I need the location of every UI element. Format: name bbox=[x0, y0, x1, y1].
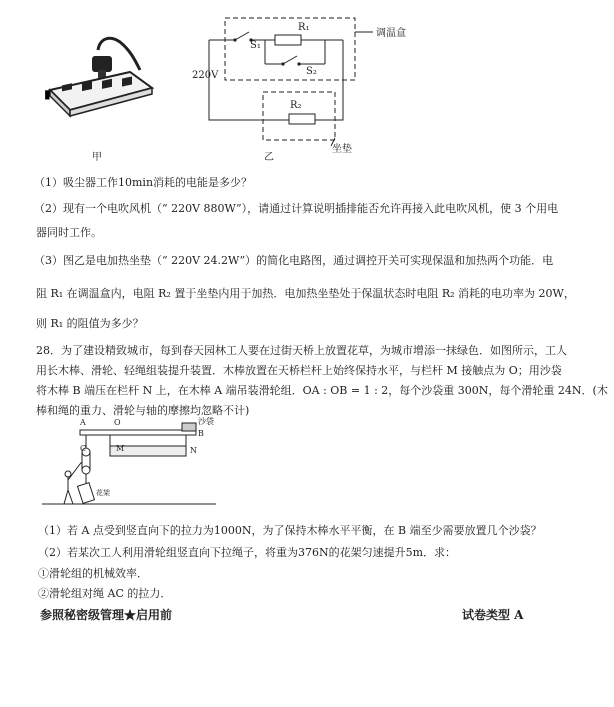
label-flower: 花架 bbox=[96, 489, 110, 497]
footer-right: 试卷类型 A bbox=[462, 608, 524, 622]
q28-line2: 用长木棒、滑轮、轻绳组装提升装置．木棒放置在天桥栏杆上始终保持水平，与栏杆 M 接触点为 O；用沙袋 bbox=[36, 364, 562, 377]
label-s2: S₂ bbox=[306, 66, 317, 77]
q28-sub1: （1）若 A 点受到竖直向下的拉力为1000N，为了保持木棒水平平衡，在 B 端至少需要放置几个沙袋？ bbox=[38, 524, 542, 537]
label-r1: R₁ bbox=[298, 22, 310, 33]
question-2-line1: （2）现有一个电吹风机（“ 220V 880W”），请通过计算说明插排能否允许再接入此电吹风机，使 3 个用电 bbox=[34, 202, 559, 215]
figure-yi-circuit bbox=[185, 10, 445, 160]
label-s1: S₁ bbox=[250, 40, 261, 51]
q28-line3: 将木棒 B 端压在栏杆 N 上，在木棒 A 端吊装滑轮组．OA : OB = 1 : 2，每个沙袋重 300N，每个滑轮重 24N．(木 bbox=[36, 384, 608, 397]
label-box: 调温盒 bbox=[376, 28, 406, 39]
question-3-line1: （3）图乙是电加热坐垫（“ 220V 24.2W”）的简化电路图，通过调控开关可实现保温和加热两个功能．电 bbox=[34, 254, 554, 267]
figure-lever-pulley bbox=[40, 418, 220, 518]
label-voltage: 220V bbox=[192, 70, 219, 81]
figure-jia-power-strip bbox=[40, 30, 160, 140]
q28-line4: 棒和绳的重力、滑轮与轴的摩擦均忽略不计) bbox=[36, 404, 250, 417]
label-o: O bbox=[114, 418, 121, 427]
footer-left: 参照秘密级管理★启用前 bbox=[40, 608, 173, 622]
label-seat: 坐垫 bbox=[332, 144, 352, 155]
label-n: N bbox=[190, 446, 197, 455]
label-sand: 沙袋 bbox=[198, 417, 214, 426]
question-1: （1）吸尘器工作10min消耗的电能是多少？ bbox=[34, 176, 253, 189]
svg-text:▮: ▮ bbox=[44, 87, 51, 101]
label-r2: R₂ bbox=[290, 100, 302, 111]
q28-sub2b: ②滑轮组对绳 AC 的拉力． bbox=[38, 587, 172, 600]
question-2-line2: 器同时工作。 bbox=[36, 226, 102, 239]
label-b: B bbox=[198, 429, 204, 438]
label-jia: 甲 bbox=[92, 152, 102, 163]
q28-line1: 28．为了建设精致城市，每到春天园林工人要在过街天桥上放置花草，为城市增添一抹绿色．如图所示，工人 bbox=[36, 344, 567, 357]
question-3-line3: 则 R₁ 的阻值为多少？ bbox=[36, 317, 144, 330]
q28-sub2: （2）若某次工人利用滑轮组竖直向下拉绳子，将重为376N的花架匀速提升5m．求： bbox=[38, 546, 457, 559]
label-c: C bbox=[80, 444, 87, 453]
question-3-line2: 阻 R₁ 在调温盒内，电阻 R₂ 置于坐垫内用于加热．电加热坐垫处于保温状态时电阻 R₂ 消耗的电功率为 20W， bbox=[36, 287, 575, 300]
label-m: M bbox=[116, 444, 125, 453]
q28-sub2a: ①滑轮组的机械效率． bbox=[38, 567, 148, 580]
label-yi: 乙 bbox=[264, 152, 274, 163]
label-a: A bbox=[80, 418, 86, 427]
